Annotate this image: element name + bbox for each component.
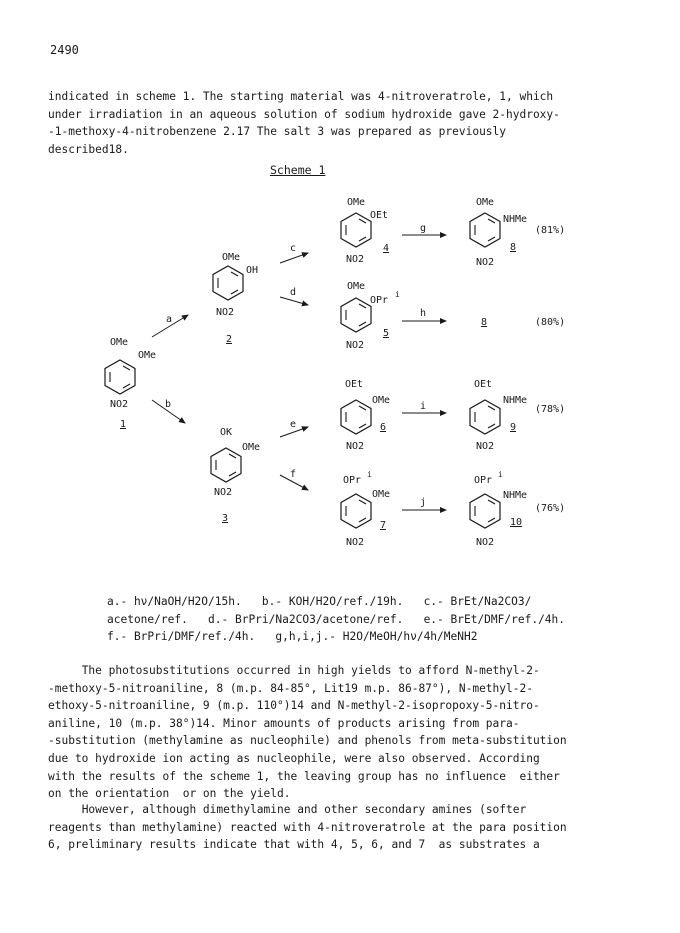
arrow-d bbox=[280, 297, 308, 305]
compound-8 bbox=[470, 197, 527, 268]
arrow-label-d: d bbox=[290, 287, 297, 298]
scheme-title: Scheme 1 bbox=[270, 163, 326, 177]
compound-3 bbox=[211, 427, 260, 524]
compound-2 bbox=[213, 252, 258, 345]
svg-text:NO2: NO2 bbox=[476, 441, 495, 452]
arrow-label-b: b bbox=[165, 399, 172, 410]
yield-j: (76%) bbox=[535, 503, 566, 514]
svg-text:OMe: OMe bbox=[372, 489, 391, 500]
svg-text:OMe: OMe bbox=[372, 395, 391, 406]
svg-text:OEt: OEt bbox=[345, 379, 364, 390]
yield-i: (78%) bbox=[535, 404, 566, 415]
svg-text:NO2: NO2 bbox=[346, 537, 365, 548]
compound-5 bbox=[341, 281, 400, 351]
arrow-label-f: f bbox=[290, 469, 297, 480]
compound-9 bbox=[470, 379, 527, 452]
compound-7 bbox=[341, 470, 390, 548]
body-paragraph-2 bbox=[48, 801, 636, 854]
svg-text:2: 2 bbox=[226, 334, 233, 345]
conditions-line-3: f.- BrPri/DMF/ref./4h. g,h,i,j.- H2O/MeOH/hν/4h/MeNH2 bbox=[107, 630, 478, 644]
svg-text:NO2: NO2 bbox=[346, 441, 365, 452]
intro-paragraph bbox=[48, 88, 636, 158]
intro-line-1: indicated in scheme 1. The starting material was 4-nitroveratrole, 1, which bbox=[48, 90, 554, 103]
svg-text:OMe: OMe bbox=[222, 252, 241, 263]
svg-text:OMe: OMe bbox=[476, 197, 495, 208]
svg-text:4: 4 bbox=[383, 243, 390, 254]
svg-text:OMe: OMe bbox=[347, 281, 366, 292]
arrow-label-g: g bbox=[420, 223, 427, 234]
body2-line-2: reagents than methylamine) reacted with 4-nitroveratrole at the para position bbox=[48, 820, 567, 834]
body-paragraph-1 bbox=[48, 662, 636, 803]
svg-text:3: 3 bbox=[222, 513, 229, 524]
svg-text:NO2: NO2 bbox=[216, 307, 235, 318]
arrow-c bbox=[280, 253, 308, 263]
svg-text:NO2: NO2 bbox=[110, 399, 129, 410]
arrow-label-i: i bbox=[420, 401, 427, 412]
svg-text:OMe: OMe bbox=[242, 442, 261, 453]
svg-text:NO2: NO2 bbox=[214, 487, 233, 498]
svg-text:OMe: OMe bbox=[110, 337, 129, 348]
svg-text:NO2: NO2 bbox=[476, 537, 495, 548]
svg-text:8: 8 bbox=[510, 242, 517, 253]
intro-line-3: -1-methoxy-4-nitrobenzene 2.17 The salt 3 was prepared as previously bbox=[48, 125, 507, 139]
arrow-label-c: c bbox=[290, 243, 297, 254]
body1-line-5: -substitution (methylamine as nucleophile) and phenols from meta-substitution bbox=[48, 734, 567, 748]
body1-line-6: due to hydroxide ion acting as nucleophile, were also observed. According bbox=[48, 751, 540, 765]
compound-10 bbox=[470, 470, 527, 548]
reaction-scheme bbox=[90, 185, 630, 560]
arrow-label-a: a bbox=[166, 314, 173, 325]
conditions-line-1: a.- hν/NaOH/H2O/15h. b.- KOH/H2O/ref./19h. c.- BrEt/Na2CO3/ bbox=[107, 595, 532, 608]
body1-line-7: with the results of the scheme 1, the leaving group has no influence either bbox=[48, 769, 560, 783]
arrow-label-e: e bbox=[290, 419, 297, 430]
body1-line-2: -methoxy-5-nitroaniline, 8 (m.p. 84-85°, Lit19 m.p. 86-87°), N-methyl-2- bbox=[48, 681, 533, 695]
body1-line-1: The photosubstitutions occurred in high yields to afford N-methyl-2- bbox=[48, 664, 540, 677]
body1-line-3: ethoxy-5-nitroaniline, 9 (m.p. 110°)14 and N-methyl-2-isopropoxy-5-nitro- bbox=[48, 699, 540, 713]
body1-line-8: on the orientation or on the yield. bbox=[48, 787, 291, 801]
compound-4 bbox=[341, 197, 389, 265]
svg-text:OPr: OPr bbox=[474, 475, 493, 486]
svg-text:OPr: OPr bbox=[343, 475, 362, 486]
arrow-label-j: j bbox=[420, 497, 427, 508]
svg-text:6: 6 bbox=[380, 422, 387, 433]
body2-line-3: 6, preliminary results indicate that with 4, 5, 6, and 7 as substrates a bbox=[48, 838, 540, 852]
svg-text:7: 7 bbox=[380, 520, 387, 531]
svg-text:1: 1 bbox=[120, 419, 127, 430]
svg-text:OEt: OEt bbox=[370, 210, 389, 221]
yield-g: (81%) bbox=[535, 225, 566, 236]
body1-line-4: aniline, 10 (m.p. 38°)14. Minor amounts of products arising from para- bbox=[48, 716, 520, 730]
svg-text:NO2: NO2 bbox=[346, 340, 365, 351]
svg-text:OK: OK bbox=[220, 427, 233, 438]
svg-text:9: 9 bbox=[510, 422, 517, 433]
conditions-line-2: acetone/ref. d.- BrPri/Na2CO3/acetone/ref. e.- BrEt/DMF/ref./4h. bbox=[107, 612, 566, 626]
compound-1 bbox=[105, 337, 156, 430]
svg-text:OMe: OMe bbox=[347, 197, 366, 208]
svg-text:OMe: OMe bbox=[138, 350, 157, 361]
svg-text:i: i bbox=[498, 470, 503, 479]
svg-text:NHMe: NHMe bbox=[503, 490, 528, 501]
arrow-label-h: h bbox=[420, 308, 427, 319]
compound-6 bbox=[341, 379, 390, 452]
page-number: 2490 bbox=[50, 43, 79, 57]
svg-text:i: i bbox=[395, 290, 400, 299]
svg-text:i: i bbox=[367, 470, 372, 479]
svg-text:10: 10 bbox=[510, 517, 523, 528]
svg-text:5: 5 bbox=[383, 328, 390, 339]
svg-text:NO2: NO2 bbox=[346, 254, 365, 265]
svg-text:OPr: OPr bbox=[370, 295, 389, 306]
intro-line-2: under irradiation in an aqueous solution of sodium hydroxide gave 2-hydroxy- bbox=[48, 107, 560, 121]
body2-line-1: However, although dimethylamine and other secondary amines (softer bbox=[48, 803, 527, 816]
svg-text:NO2: NO2 bbox=[476, 257, 495, 268]
intro-line-4: described18. bbox=[48, 142, 129, 156]
yield-h: (80%) bbox=[535, 317, 566, 328]
svg-text:NHMe: NHMe bbox=[503, 395, 528, 406]
reaction-conditions bbox=[107, 593, 627, 646]
product-8-reference: 8 bbox=[481, 317, 488, 328]
svg-text:OH: OH bbox=[246, 265, 259, 276]
svg-text:OEt: OEt bbox=[474, 379, 493, 390]
svg-text:NHMe: NHMe bbox=[503, 214, 528, 225]
